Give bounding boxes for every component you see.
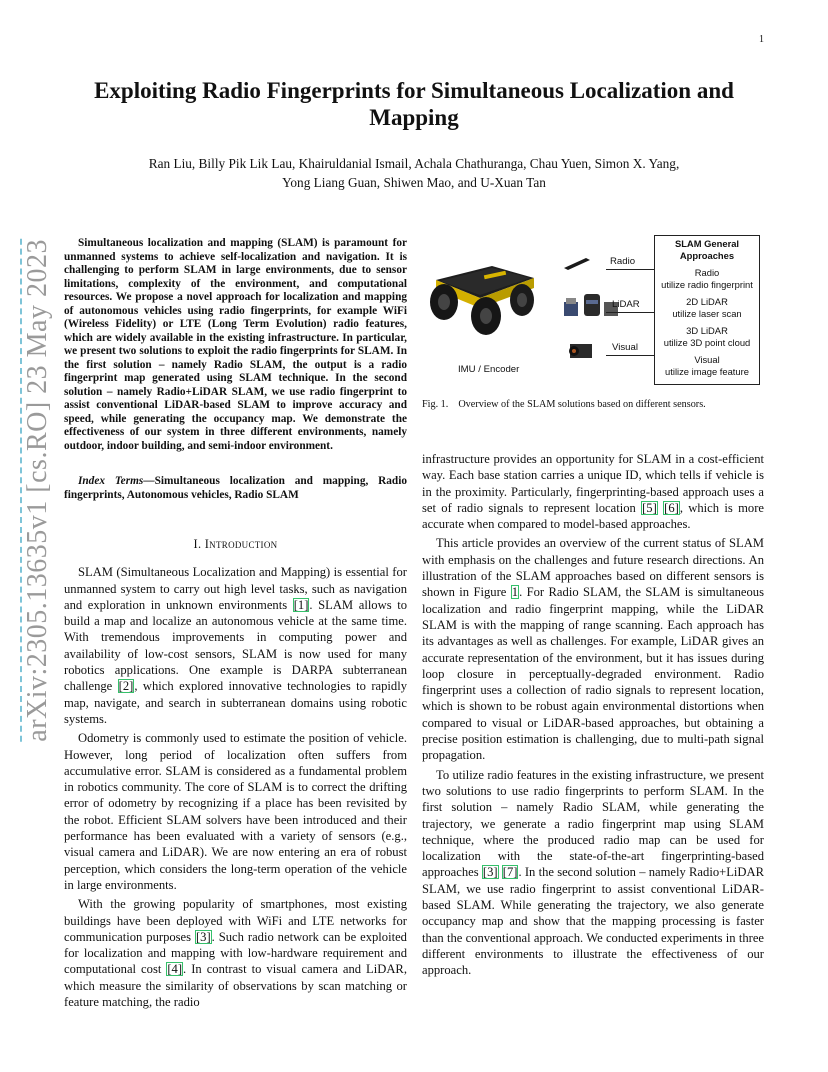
radio-connector	[606, 269, 654, 270]
approach-name: 2D LiDAR	[686, 296, 728, 307]
label-imu: IMU / Encoder	[458, 364, 520, 375]
page-number: 1	[759, 34, 764, 45]
citation-link[interactable]: [2]	[118, 679, 134, 694]
citation-link[interactable]: [6]	[664, 500, 679, 515]
paragraph	[64, 730, 407, 893]
paragraph-text: SLAM (Simultaneous Localization and Mapping) is essential for unmanned system to carry out high level tasks, such as navigation and exploration in unknown environments	[64, 565, 407, 612]
caption-text: Overview of the SLAM solutions based on different sensors.	[458, 399, 706, 410]
right-column	[422, 451, 764, 982]
approach-desc: utilize image feature	[665, 365, 749, 377]
label-visual: Visual	[612, 342, 638, 353]
paragraph	[422, 767, 764, 979]
paragraph-text: . For Radio SLAM, the SLAM is simultaneous localization and radio fingerprint mapping, while the LiDAR SLAM is with the mapping of range scanning. Each approach has its advantages as well as challenges. For example, LiDAR gives an accurate representation of the environment, but it has issues during loop closure in perceptually-degraded environment. Radio fingerprint uses a collection of radio signals to represent location, which is shown to be robust again environmental distortions when compared to visual or LiDAR-based approaches, but obtaining a precise position estimation is challenging, due to multi-path signal propagation.	[422, 585, 764, 763]
figure-1	[422, 234, 764, 394]
paragraph-text: . SLAM allows to build a map and localize an autonomous vehicle at the same time. With tremendous improvements in computing power and availability of low-cost sensors, SLAM is now used for many robotics applications. One example is DARPA subterranean challenge	[64, 597, 407, 694]
label-lidar: LiDAR	[612, 299, 640, 310]
citation-link[interactable]: [7]	[502, 865, 518, 880]
paragraph-text: , which is more accurate when compared to model-based approaches.	[422, 500, 764, 532]
paragraph-text: . In the second solution – namely Radio+LiDAR SLAM, we use radio fingerprint to assist conventional LiDAR-based SLAM. While generating the trajectory, we also generate occupancy map and show that the mapping processing is faster than the conventional approach. We conducted experiments in three different environments to illustrate the effectiveness of our approach.	[422, 865, 764, 978]
authors	[70, 154, 758, 192]
approach-desc: utilize 3D point cloud	[663, 336, 751, 348]
label-radio: Radio	[610, 256, 636, 267]
arxiv-stamp[interactable]: arXiv:2305.13635v1 [cs.RO] 23 May 2023	[20, 239, 56, 742]
citation-link[interactable]: [3]	[195, 929, 211, 944]
index-terms-text: —Simultaneous localization and mapping, Radio fingerprints, Autonomous vehicles, Radio SLAM	[64, 475, 407, 501]
paragraph-text: . Such radio network can be exploited for localization and mapping with low-hardware requirement and computational cost	[64, 929, 407, 977]
caption-label: Fig. 1.	[422, 399, 449, 410]
abstract: Simultaneous localization and mapping (SLAM) is paramount for unmanned systems to achieve self-localization and navigation. It is challenging to perform SLAM in large environments, due to sensor limitations, complexity of the environment, and computational resources. We propose a novel approach for localization and mapping of autonomous vehicles using radio fingerprints, for example WiFi (Wireless Fidelity) or LTE (Long Term Evolution) radio features, which are widely available in the existing infrastructure. In particular, we present two solutions to exploit the radio fingerprints for SLAM. In the first solution – namely Radio SLAM, the output is a radio fingerprint map generated using SLAM technique. In the second solution – namely Radio+LiDAR SLAM, we use radio fingerprint to assist conventional LiDAR-based SLAM to improve accuracy and speed, while generating the occupancy map. We demonstrate the effectiveness of our system in three different environments, namely outdoor, indoor building, and semi-indoor environment.	[64, 237, 407, 452]
citation-link[interactable]: [5]	[642, 500, 657, 515]
citation-link[interactable]: 1	[511, 585, 519, 600]
approach-name: Visual	[694, 354, 720, 365]
authors-line-1: Ran Liu, Billy Pik Lik Lau, Khairuldanial Ismail, Achala Chathuranga, Chau Yuen, Simon X. Yang,	[148, 156, 680, 171]
smartphone-icon	[562, 256, 592, 272]
box-title-2: Approaches	[679, 249, 735, 261]
figure-caption	[422, 399, 706, 410]
paragraph-text: . In contrast to visual camera and LiDAR, which measure the similarity of observations by scan matching or feature matching, the radio	[64, 962, 407, 1010]
citation-link[interactable]: [4]	[167, 962, 183, 977]
citation-link[interactable]: [3]	[482, 865, 498, 880]
paragraph-text: infrastructure provides an opportunity for SLAM in a cost-efficient way. Each base station carries a unique ID, which tells if vehicle is in the proximity. Particularly, fingerprinting-based approach uses a set of radio signals to represent location	[422, 452, 764, 515]
citation-link[interactable]: [1]	[293, 597, 309, 612]
box-title-1: SLAM General	[674, 238, 740, 249]
approach-name: 3D LiDAR	[686, 325, 728, 336]
lidar-sensors-icon	[560, 288, 620, 320]
left-body	[64, 564, 407, 1010]
paragraph-text: , which explored innovative technologies to rapidly map, navigate, and search in subterranean domains using robotic systems.	[64, 679, 407, 726]
approach-radio	[655, 267, 759, 290]
slam-approaches-box	[654, 235, 760, 385]
robot-vehicle-icon	[422, 262, 540, 336]
visual-connector	[606, 355, 654, 356]
paragraph	[64, 896, 407, 1010]
right-body	[422, 451, 764, 979]
paragraph	[422, 451, 764, 532]
paragraph-text: With the growing popularity of smartphones, most existing buildings have been deployed with WiFi and LTE networks for communication purposes	[64, 897, 407, 944]
left-column	[64, 237, 407, 1013]
paper-title: Exploiting Radio Fingerprints for Simultaneous Localization and Mapping	[94, 78, 734, 130]
approach-desc: utilize laser scan	[672, 307, 742, 319]
paragraph-text: Odometry is commonly used to estimate the position of vehicle. However, long period of localization often suffers from accumulative error. SLAM is considered as a fundamental problem in robotics community. The core of SLAM is to correct the drifting error of odometry by recognizing if a place has been revisited by the robot. Efficient SLAM solvers have been introduced and their performance has been evaluated with a variety of sensors (e.g., visual camera and LiDAR). We are now entering an era of robust perception, which considers the long-term operation of the vehicle in large environments.	[64, 731, 407, 892]
approach-visual	[655, 354, 759, 377]
authors-line-2: Yong Liang Guan, Shiwen Mao, and U-Xuan Tan	[282, 175, 546, 190]
index-terms	[64, 475, 407, 502]
approach-name: Radio	[694, 267, 720, 278]
index-terms-label: Index Terms	[78, 475, 144, 487]
paragraph	[422, 535, 764, 763]
approach-desc: utilize radio fingerprint	[661, 278, 753, 290]
lidar-connector	[606, 312, 654, 313]
arxiv-stamp-container	[18, 240, 58, 740]
camera-icon	[562, 340, 596, 362]
approach-2d-lidar	[655, 296, 759, 319]
paragraph	[64, 564, 407, 727]
approach-3d-lidar	[655, 325, 759, 348]
paragraph-text: This article provides an overview of the current status of SLAM with emphasis on the challenges and future research directions. An illustration of the SLAM approaches based on different sensors is shown in Figure	[422, 536, 764, 600]
section-heading: I. Introduction	[193, 537, 278, 551]
paragraph-text: To utilize radio features in the existing infrastructure, we present two solutions to use radio fingerprints to perform SLAM. In the first solution – namely Radio SLAM, while generating the trajectory, we generate a radio fingerprint map using SLAM technique, where the produced radio map can be used for localization with the state-of-the-art fingerprinting-based approaches	[422, 767, 764, 880]
